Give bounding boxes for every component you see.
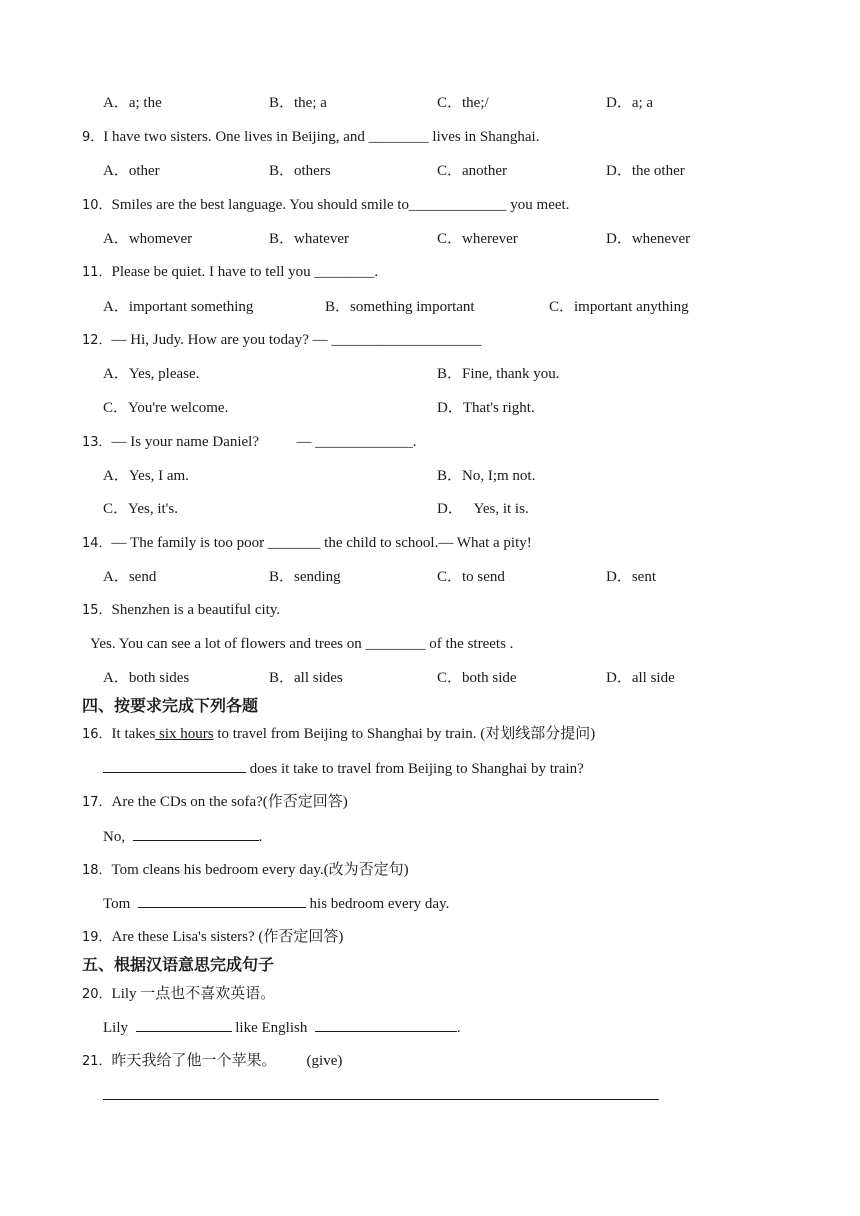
answer-blank[interactable] — [136, 1017, 232, 1032]
question-number: 9． — [82, 130, 104, 145]
question-text: Shenzhen is a beautiful city. — [111, 602, 281, 618]
question-20 — [82, 984, 275, 1005]
question-10 — [82, 195, 569, 216]
option-d: D．the other — [606, 163, 685, 179]
answer-middle: like English — [231, 1020, 308, 1036]
option-a: A．Yes, I am. — [103, 468, 189, 484]
question-number: 10． — [82, 198, 112, 213]
option-a: A．important something — [103, 299, 254, 315]
question-number: 13． — [82, 435, 112, 450]
section-heading-5: 五、根据汉语意思完成句子 — [82, 955, 275, 974]
answer-line-17 — [103, 826, 262, 847]
option-c: C．both side — [437, 670, 517, 686]
answer-suffix: his bedroom every day. — [305, 896, 450, 912]
question-text: Are these Lisa's sisters? (作否定回答) — [111, 929, 344, 945]
option-a: A．Yes, please. — [103, 366, 200, 382]
answer-line-20 — [103, 1017, 461, 1038]
option-d: D．all side — [606, 670, 675, 686]
question-15 — [82, 600, 280, 621]
option-b: B．the; a — [269, 95, 327, 111]
question-number: 20． — [82, 987, 112, 1002]
question-text: — The family is too poor _______ the child to school.— What a pity! — [111, 535, 532, 551]
question-text: I have two sisters. One lives in Beijing, and ________ lives in Shanghai. — [103, 129, 540, 145]
option-b: B．something important — [325, 299, 475, 315]
question-number: 18． — [82, 863, 112, 878]
question-number: 16． — [82, 727, 112, 742]
option-a: A．send — [103, 569, 157, 585]
question-16 — [82, 724, 595, 745]
question-21 — [82, 1051, 342, 1072]
option-b: B．whatever — [269, 231, 349, 247]
option-a: A．whomever — [103, 231, 193, 247]
question-text: — Is your name Daniel? — _____________. — [111, 434, 417, 450]
question-text: Smiles are the best language. You should smile to_____________ you meet. — [111, 197, 570, 213]
question-number: 11． — [82, 265, 112, 280]
option-a: A．other — [103, 163, 160, 179]
question-number: 21． — [82, 1054, 112, 1069]
question-text: Please be quiet. I have to tell you ________. — [111, 264, 379, 280]
question-11 — [82, 262, 378, 283]
option-c: C．wherever — [437, 231, 518, 247]
question-text: Tom cleans his bedroom every day.(改为否定句) — [111, 862, 409, 878]
section-heading-4: 四、按要求完成下列各题 — [82, 696, 259, 715]
question-14 — [82, 533, 532, 554]
question-17 — [82, 792, 348, 813]
option-a: A．a; the — [103, 95, 162, 111]
option-b: B．others — [269, 163, 331, 179]
option-c: C．You're welcome. — [103, 400, 229, 416]
question-9 — [82, 127, 539, 148]
answer-prefix: Tom — [103, 896, 131, 912]
answer-prefix: Lily — [103, 1020, 128, 1036]
option-c: C．the;/ — [437, 95, 489, 111]
answer-blank[interactable] — [315, 1017, 457, 1032]
question-15-line-2: Yes. You can see a lot of flowers and trees on ________ of the streets . — [90, 636, 514, 652]
option-d: D．a; a — [606, 95, 654, 111]
question-13 — [82, 432, 417, 453]
option-c: C．another — [437, 163, 507, 179]
question-number: 14． — [82, 536, 112, 551]
answer-line-16 — [103, 758, 584, 779]
option-d: D．whenever — [606, 231, 691, 247]
answer-blank[interactable] — [133, 826, 259, 841]
question-18 — [82, 860, 409, 881]
answer-prefix: No, — [103, 829, 126, 845]
answer-suffix: . — [258, 829, 263, 845]
option-b: B．sending — [269, 569, 341, 585]
question-19 — [82, 927, 343, 948]
option-d: D．That's right. — [437, 400, 535, 416]
option-d: D． Yes, it is. — [437, 501, 529, 517]
answer-line-18 — [103, 893, 449, 914]
question-number: 12． — [82, 333, 112, 348]
answer-blank[interactable] — [103, 758, 246, 773]
option-c: C．important anything — [549, 299, 689, 315]
question-text: Lily 一点也不喜欢英语。 — [111, 986, 276, 1002]
question-text: — Hi, Judy. How are you today? — ____________________ — [111, 332, 482, 348]
answer-text: does it take to travel from Beijing to Shanghai by train? — [246, 761, 584, 777]
question-number: 15． — [82, 603, 112, 618]
option-c: C．Yes, it's. — [103, 501, 178, 517]
question-instruction: to travel from Beijing to Shanghai by train. (对划线部分提问) — [213, 726, 596, 742]
question-text: It takes — [111, 726, 156, 742]
question-number: 17． — [82, 795, 112, 810]
option-b: B．No, I;m not. — [437, 468, 536, 484]
answer-suffix: . — [456, 1020, 461, 1036]
question-12 — [82, 330, 481, 351]
answer-line-21[interactable] — [103, 1099, 659, 1100]
option-b: B．Fine, thank you. — [437, 366, 560, 382]
question-text: Are the CDs on the sofa?(作否定回答) — [111, 794, 348, 810]
question-number: 19． — [82, 930, 112, 945]
answer-blank[interactable] — [138, 893, 306, 908]
option-b: B．all sides — [269, 670, 343, 686]
option-d: D．sent — [606, 569, 656, 585]
option-a: A．both sides — [103, 670, 190, 686]
question-text: 昨天我给了他一个苹果。 (give) — [111, 1053, 343, 1069]
option-c: C．to send — [437, 569, 505, 585]
underlined-phrase: six hours — [155, 726, 214, 742]
